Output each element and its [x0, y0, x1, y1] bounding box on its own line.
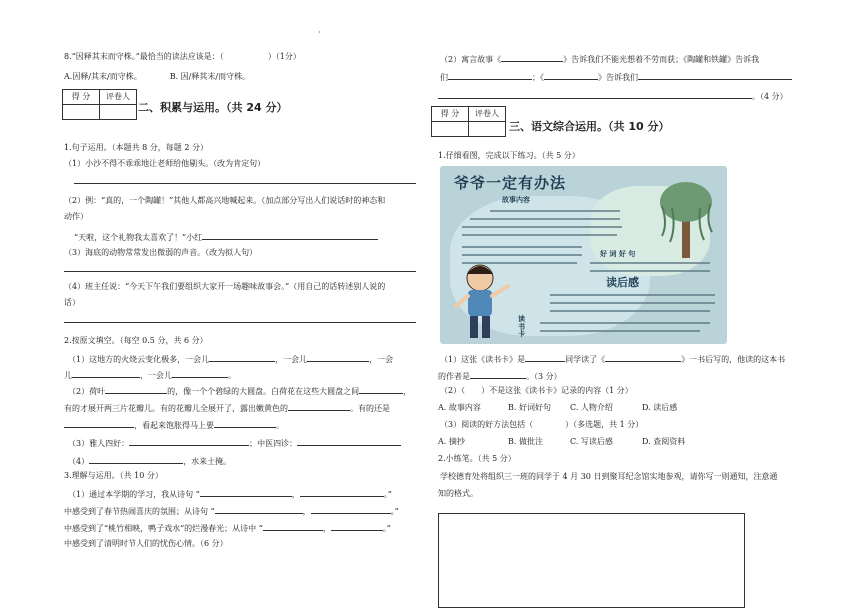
q3b-l2c: 》告诉我们 [598, 73, 638, 82]
q2-l3b: 的，像一个个碧绿的大圆盘。白荷花在这些大圆盘之间 [167, 387, 360, 396]
option-a[interactable]: A. 故事内容 [438, 403, 481, 412]
q2-l7b: ，水来土掩。 [183, 457, 232, 466]
reading-card-image [440, 166, 727, 344]
q2-line-2 [64, 368, 236, 381]
q3-l3b: ， [322, 524, 331, 533]
q3-l2b: ， [302, 507, 311, 516]
q1-title: 1.句子运用。（本题共 8 分，每题 2 分） [64, 143, 208, 152]
option-c[interactable]: C. 人物介绍 [570, 403, 613, 412]
grader-cell[interactable] [469, 122, 506, 137]
q3b-l2a: 们 [440, 73, 448, 82]
q2-l5b: 。 [276, 421, 284, 430]
q2-l1b: ，一会儿 [275, 355, 308, 364]
q1-s1: （1）小沙不得不乖乖地让老师给他剔头。（改为肯定句） [64, 159, 266, 168]
r-q1-2: （2）（ ）不是这张《读书卡》记录的内容（1 分） [440, 386, 633, 395]
q2-l6a: （3）雅人四好： [68, 439, 130, 448]
q3-line-2 [64, 504, 399, 517]
r-q1-3-options [438, 437, 685, 447]
blank[interactable] [172, 368, 228, 378]
q3b-line-1 [440, 52, 759, 65]
blank[interactable] [214, 418, 276, 428]
card-title: 爷爷一定有办法 [454, 174, 567, 192]
top-mark: · [318, 28, 321, 37]
blank[interactable] [288, 401, 350, 411]
blank[interactable] [638, 70, 792, 80]
q3-l3c: 。” [382, 524, 391, 533]
q1-s2-line2: 动作） [64, 212, 88, 221]
score-table-left [62, 89, 137, 120]
option-a[interactable]: A. 摘抄 [438, 437, 465, 446]
q1-s4-line2: 话） [64, 298, 80, 307]
option-b[interactable]: B. 做批注 [508, 437, 543, 446]
q2-l2b: ，一会儿 [140, 371, 172, 380]
r-q1-1c: 》一书后写的，他读的这本书 [681, 355, 786, 364]
writing-answer-box[interactable] [438, 513, 745, 608]
q2-l1a: （1）这地方的火烧云变化极多，一会儿 [68, 355, 210, 364]
q3-l1b: ， [291, 490, 300, 499]
card-good-words: 好 词 好 句 [600, 250, 636, 258]
score-label: 得 分 [432, 107, 469, 122]
blank[interactable] [215, 504, 303, 514]
q2-l1c: ，一会 [369, 355, 394, 364]
q3-title: 3.理解与运用。（共 10 分） [64, 471, 163, 480]
q3-l2a: 中感受到了春节热闹喜庆的氛围；从诗句 “ [64, 507, 215, 516]
q3b-l1a: （2）寓言故事《 [440, 55, 502, 64]
answer-line-4[interactable] [64, 322, 416, 323]
blank[interactable] [297, 436, 401, 446]
blank[interactable] [263, 521, 323, 531]
q8-option-a: A.因释/其末/而守株。 [64, 72, 142, 81]
r-q1-1d: 的作者是 [438, 372, 470, 381]
q2-l4b: 。有的还是 [350, 404, 390, 413]
grader-label: 评卷人 [100, 90, 137, 105]
section-2-title: 二、积累与运用。（共 24 分） [138, 101, 288, 114]
blank[interactable] [300, 487, 384, 497]
blank[interactable] [209, 352, 275, 362]
q1-s2-example [74, 230, 378, 243]
card-illustration [440, 166, 727, 344]
q3b-l3: 。（4 分） [752, 92, 788, 101]
blank[interactable] [72, 368, 140, 378]
question-8 [64, 52, 301, 62]
q2-l6b: ；中医四诊： [249, 439, 298, 448]
q8-tail: ）（1分） [267, 52, 301, 61]
r-q2-line-1: 学校德育处将组织三一班的同学于 4 月 30 日到聚耳纪念馆实地参观，请你写一则通知，注意通 [440, 472, 778, 481]
answer-line-1[interactable] [74, 183, 416, 184]
blank[interactable] [64, 418, 134, 428]
q2-l4a: 有的才展开两三片花瓣儿。有的花瓣儿全展开了，露出嫩黄色的 [64, 404, 288, 413]
q2-line-5 [64, 418, 284, 431]
blank[interactable] [105, 384, 167, 394]
q2-line-4 [64, 401, 390, 414]
blank[interactable] [200, 487, 292, 497]
option-b[interactable]: B. 好词好句 [508, 403, 551, 412]
r-q1-3: （3）阅读的好方法包括（ ）（多选题，共 1 分） [440, 420, 644, 429]
blank[interactable] [438, 89, 752, 99]
q1-s2-line1: （2）例：“真的，一个陶罐！”其他人都高兴地喊起来。（加点部分写出人们说话时的神态和 [64, 196, 386, 205]
q3b-line-3 [438, 89, 788, 102]
q3b-l1b: 》告诉我们不能光想着不劳而获；《陶罐和铁罐》告诉我 [563, 55, 760, 64]
r-q1-title: 1.仔细看图，完成以下练习。（共 5 分） [438, 151, 580, 160]
r-q1-1-line-2 [438, 369, 562, 382]
grader-label: 评卷人 [469, 107, 506, 122]
blank[interactable] [311, 504, 391, 514]
q3-line-3 [64, 521, 391, 534]
q3b-l2b: ；《 [532, 73, 544, 82]
card-after-reading: 读后感 [606, 276, 639, 289]
q2-line-6 [68, 436, 401, 449]
r-q1-1a: （1）这张《读书卡》是 [440, 355, 526, 364]
r-q1-1-line-1 [440, 352, 785, 365]
r-q2-title: 2.小练笔。（共 5 分） [438, 454, 516, 463]
r-q1-1b: 同学读了《 [565, 355, 606, 364]
r-q2-line-2: 知的格式。 [438, 489, 478, 498]
score-cell[interactable] [63, 105, 100, 120]
score-table-right [431, 106, 506, 137]
q2-l3a: （2）荷叶 [68, 387, 106, 396]
q3-line-1 [68, 487, 392, 500]
q2-line-3 [68, 384, 411, 397]
grader-cell[interactable] [100, 105, 137, 120]
r-q1-1e: 。（3 分） [526, 372, 562, 381]
q2-l3c: ， [403, 387, 412, 396]
tree-icon [660, 182, 712, 258]
blank[interactable] [544, 70, 598, 80]
score-cell[interactable] [432, 122, 469, 137]
card-label: 读书卡 [518, 315, 525, 339]
answer-line-3[interactable] [64, 271, 416, 272]
boy-icon [456, 265, 508, 338]
r-q1-2-options [438, 403, 677, 413]
q3-line-4: 中感受到了清明时节人们的忧伤心情。（6 分） [64, 539, 228, 548]
score-label: 得 分 [63, 90, 100, 105]
blank[interactable] [448, 70, 532, 80]
q8-text: 8.“因释其末而守株。”最恰当的读法应该是：（ [64, 52, 224, 61]
q2-line-1 [68, 352, 393, 365]
card-story-heading: 故事内容 [502, 196, 530, 204]
q1-s4-line1: （4）班主任说：“今天下午我们要组织大家开一场趣味故事会。”（用自己的话转述别人说的 [64, 282, 386, 291]
q2-l7a: （4） [68, 457, 90, 466]
q3b-line-2 [440, 70, 792, 83]
q3-l3a: 中感受到了“桃竹相映，鸭子戏水”的烂漫春光；从诗中 “ [64, 524, 263, 533]
q2-l2c: 。 [228, 371, 236, 380]
blank[interactable] [331, 521, 383, 531]
q1-s3: （3）海底的动物常常发出微弱的声音。（改为拟人句） [64, 248, 258, 257]
s2-example-blank[interactable] [202, 230, 378, 240]
blank[interactable] [89, 454, 183, 464]
blank[interactable] [359, 384, 403, 394]
blank[interactable] [501, 52, 563, 62]
blank[interactable] [605, 352, 681, 362]
q2-title: 2.按原文填空。（每空 0.5 分，共 6 分） [64, 336, 208, 345]
section-3-title: 三、语文综合运用。（共 10 分） [509, 120, 670, 133]
blank[interactable] [307, 352, 369, 362]
option-d[interactable]: D. 查阅资料 [642, 437, 686, 446]
q8-option-b: B. 因/释其末/而守株。 [169, 72, 251, 81]
q3-l2c: 。” [390, 507, 399, 516]
blank[interactable] [129, 436, 249, 446]
q3-l1a: （1）通过本学期的学习，我从诗句 “ [68, 490, 200, 499]
option-c[interactable]: C. 写读后感 [570, 437, 613, 446]
q8-options [64, 72, 250, 82]
option-d[interactable]: D. 读后感 [642, 403, 678, 412]
blank[interactable] [470, 369, 526, 379]
q3-l1c: 。” [383, 490, 392, 499]
s2-example-text: “天啦，这个礼物我太喜欢了！”小红 [74, 233, 203, 242]
q2-line-7 [68, 454, 231, 467]
q2-l2a: 儿 [64, 371, 72, 380]
q2-l5a: ，看起来饱胀得马上要 [134, 421, 214, 430]
blank[interactable] [525, 352, 565, 362]
